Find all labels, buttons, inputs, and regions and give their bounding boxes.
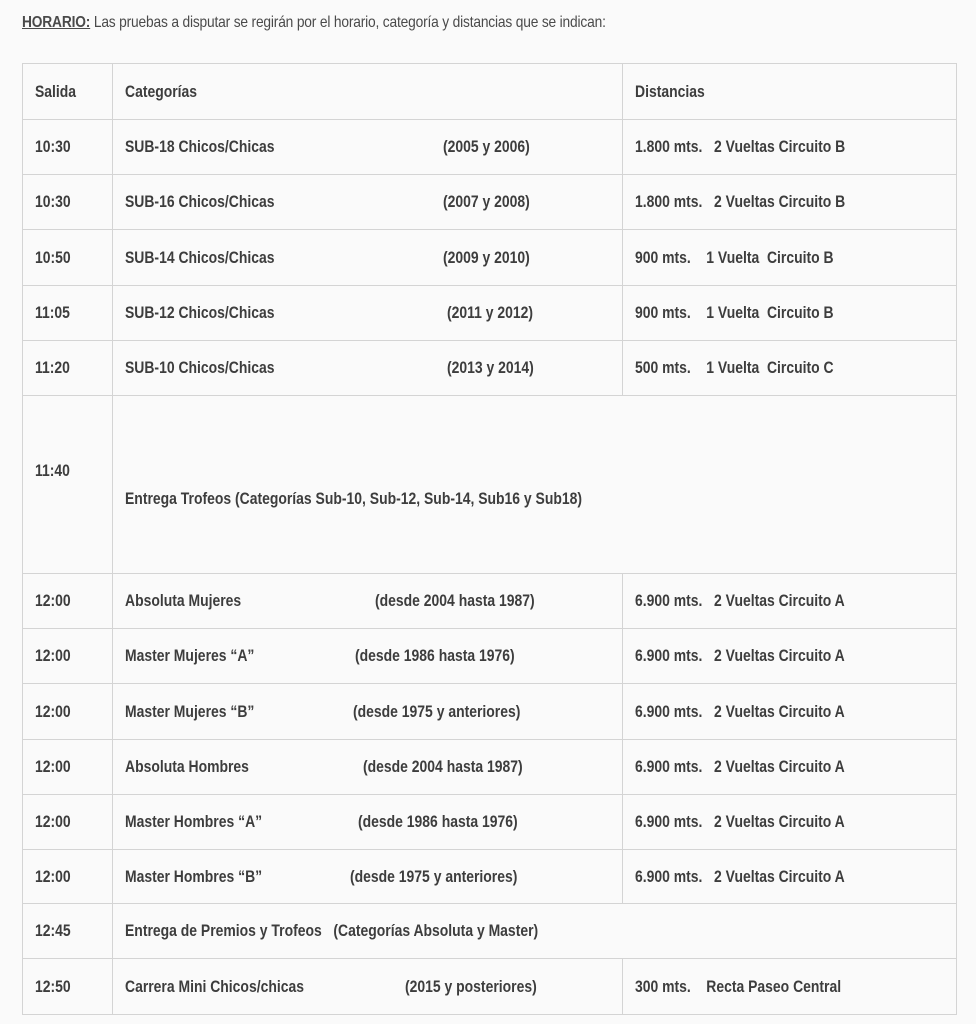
distance-cell: 500 mts. 1 Vuelta Circuito C (623, 341, 957, 396)
time-cell: 10:30 (23, 120, 113, 175)
distance-cell: 1.800 mts. 2 Vueltas Circuito B (623, 120, 957, 175)
category-cell: Absoluta Mujeres (desde 2004 hasta 1987) (113, 574, 623, 629)
time-cell: 12:00 (23, 684, 113, 740)
table-row (23, 574, 957, 629)
category-cell: Absoluta Hombres (desde 2004 hasta 1987) (113, 740, 623, 795)
time-cell: 12:45 (23, 904, 113, 959)
prizes-row (23, 904, 957, 959)
time-cell: 11:20 (23, 341, 113, 396)
category-cell: SUB-12 Chicos/Chicas (2011 y 2012) (113, 286, 623, 341)
time-cell: 12:00 (23, 574, 113, 629)
time-cell: 12:00 (23, 795, 113, 850)
intro-text: Las pruebas a disputar se regirán por el horario, categoría y distancias que se indican: (90, 14, 606, 31)
table-row (23, 120, 957, 175)
distance-cell: 1.800 mts. 2 Vueltas Circuito B (623, 175, 957, 230)
category-cell: Master Hombres “A” (desde 1986 hasta 1976) (113, 795, 623, 850)
intro-line (22, 14, 822, 32)
table-row (23, 795, 957, 850)
time-cell: 12:00 (23, 850, 113, 904)
time-cell: 12:00 (23, 629, 113, 684)
category-cell: Master Mujeres “B” (desde 1975 y anteriores) (113, 684, 623, 740)
intro-label: HORARIO: (22, 14, 91, 31)
distance-cell: 6.900 mts. 2 Vueltas Circuito A (623, 740, 957, 795)
trophy-row (23, 396, 957, 574)
table-row (23, 740, 957, 795)
table-row (23, 850, 957, 904)
time-cell: 11:05 (23, 286, 113, 341)
category-cell: Carrera Mini Chicos/chicas (2015 y posteriores) (113, 959, 623, 1015)
category-cell: SUB-14 Chicos/Chicas (2009 y 2010) (113, 230, 623, 286)
table-row (23, 684, 957, 740)
time-cell: 10:50 (23, 230, 113, 286)
table-row (23, 959, 957, 1015)
category-cell: SUB-10 Chicos/Chicas (2013 y 2014) (113, 341, 623, 396)
header-categorias: Categorías (113, 64, 623, 120)
distance-cell: 900 mts. 1 Vuelta Circuito B (623, 230, 957, 286)
category-cell: SUB-16 Chicos/Chicas (2007 y 2008) (113, 175, 623, 230)
table-row (23, 175, 957, 230)
time-cell: 10:30 (23, 175, 113, 230)
table-row (23, 341, 957, 396)
category-cell: SUB-18 Chicos/Chicas (2005 y 2006) (113, 120, 623, 175)
distance-cell: 6.900 mts. 2 Vueltas Circuito A (623, 684, 957, 740)
table-header-row (23, 64, 957, 120)
table-row (23, 629, 957, 684)
time-cell: 12:00 (23, 740, 113, 795)
distance-cell: 6.900 mts. 2 Vueltas Circuito A (623, 629, 957, 684)
distance-cell: 6.900 mts. 2 Vueltas Circuito A (623, 574, 957, 629)
category-cell: Master Mujeres “A” (desde 1986 hasta 1976) (113, 629, 623, 684)
distance-cell: 300 mts. Recta Paseo Central (623, 959, 957, 1015)
trophy-text-cell: Entrega Trofeos (Categorías Sub-10, Sub-12, Sub-14, Sub16 y Sub18) (113, 396, 957, 574)
time-cell: 12:50 (23, 959, 113, 1015)
distance-cell: 6.900 mts. 2 Vueltas Circuito A (623, 850, 957, 904)
table-row (23, 230, 957, 286)
schedule-table (22, 63, 957, 1015)
prizes-text-cell: Entrega de Premios y Trofeos (Categorías Absoluta y Master) (113, 904, 957, 959)
category-cell: Master Hombres “B” (desde 1975 y anteriores) (113, 850, 623, 904)
distance-cell: 900 mts. 1 Vuelta Circuito B (623, 286, 957, 341)
header-salida: Salida (23, 64, 113, 120)
time-cell: 11:40 (23, 396, 113, 574)
header-distancias: Distancias (623, 64, 957, 120)
distance-cell: 6.900 mts. 2 Vueltas Circuito A (623, 795, 957, 850)
table-row (23, 286, 957, 341)
